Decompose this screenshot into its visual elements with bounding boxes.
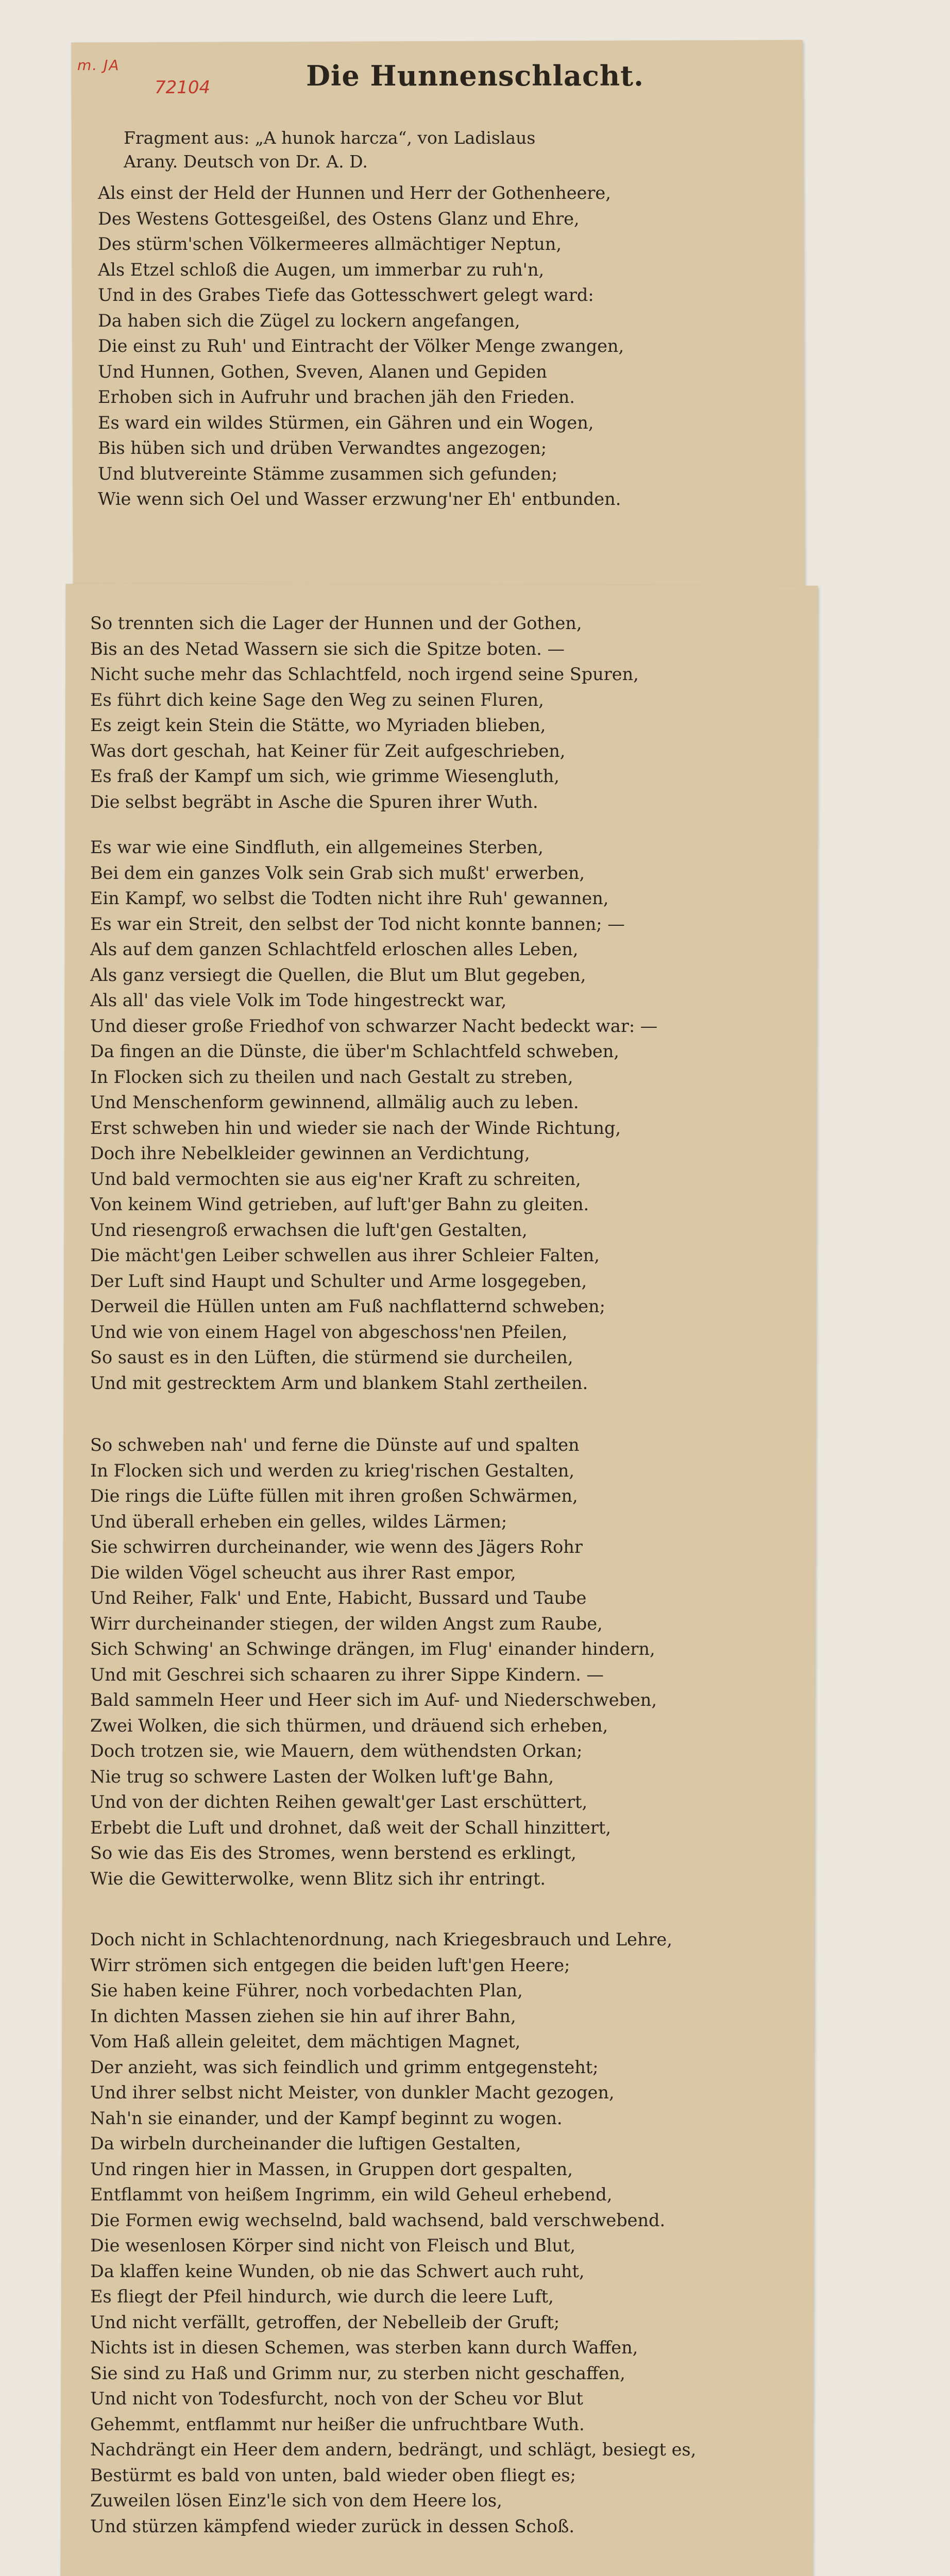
verse-line: Und von der dichten Reihen gewalt'ger Last erschüttert, bbox=[90, 1792, 588, 1812]
verse-line: Derweil die Hüllen unten am Fuß nachflatternd schweben; bbox=[90, 1296, 605, 1316]
verse-line: So saust es in den Lüften, die stürmend sie durcheilen, bbox=[90, 1347, 573, 1367]
source-note bbox=[124, 126, 535, 174]
verse-line: Bis an des Netad Wassern sie sich die Spitze boten. — bbox=[90, 638, 565, 659]
verse-line: Und mit gestrecktem Arm und blankem Stahl zertheilen. bbox=[90, 1372, 588, 1393]
verse-line: Die Formen ewig wechselnd, bald wachsend, bald verschwebend. bbox=[90, 2210, 666, 2230]
verse-line: Sie schwirren durcheinander, wie wenn des Jägers Rohr bbox=[90, 1537, 583, 1557]
verse-line: Und ihrer selbst nicht Meister, von dunkler Macht gezogen, bbox=[90, 2082, 615, 2103]
stanza-2 bbox=[90, 611, 639, 815]
verse-line: So trennten sich die Lager der Hunnen und der Gothen, bbox=[90, 613, 582, 633]
stanza-1 bbox=[98, 180, 624, 512]
verse-line: Vom Haß allein geleitet, dem mächtigen Magnet, bbox=[90, 2031, 521, 2052]
verse-line: Nah'n sie einander, und der Kampf beginnt zu wogen. bbox=[90, 2108, 563, 2128]
verse-line: Die selbst begräbt in Asche die Spuren ihrer Wuth. bbox=[90, 791, 538, 812]
verse-line: Und Menschenform gewinnend, allmälig auch zu leben. bbox=[90, 1092, 579, 1112]
verse-line: Es führt dich keine Sage den Weg zu seinen Fluren, bbox=[90, 689, 544, 710]
verse-line: Gehemmt, entflammt nur heißer die unfruchtbare Wuth. bbox=[90, 2414, 585, 2434]
verse-line: Des Westens Gottesgeißel, des Ostens Glanz und Ehre, bbox=[98, 208, 580, 229]
verse-line: Bestürmt es bald von unten, bald wieder oben fliegt es; bbox=[90, 2465, 576, 2485]
verse-line: Als einst der Held der Hunnen und Herr der Gothenheere, bbox=[98, 183, 611, 203]
verse-line: Und blutvereinte Stämme zusammen sich gefunden; bbox=[98, 463, 558, 484]
verse-line: Sie sind zu Haß und Grimm nur, zu sterben nicht geschaffen, bbox=[90, 2363, 625, 2383]
verse-line: Die wesenlosen Körper sind nicht von Fleisch und Blut, bbox=[90, 2235, 576, 2256]
verse-line: Des stürm'schen Völkermeeres allmächtiger Neptun, bbox=[98, 234, 562, 254]
verse-line: So wie das Eis des Stromes, wenn berstend es erklingt, bbox=[90, 1843, 576, 1863]
verse-line: Und überall erheben ein gelles, wildes Lärmen; bbox=[90, 1511, 507, 1532]
verse-line: Da haben sich die Zügel zu lockern angefangen, bbox=[98, 310, 520, 331]
verse-line: Erhoben sich in Aufruhr und brachen jäh den Frieden. bbox=[98, 387, 575, 407]
verse-line: Und Hunnen, Gothen, Sveven, Alanen und Gepiden bbox=[98, 361, 547, 382]
verse-line: Als ganz versiegt die Quellen, die Blut um Blut gegeben, bbox=[90, 964, 586, 985]
verse-line: Und Reiher, Falk' und Ente, Habicht, Bussard und Taube bbox=[90, 1588, 587, 1608]
verse-line: Entflammt von heißem Ingrimm, ein wild Geheul erhebend, bbox=[90, 2184, 613, 2205]
verse-line: Und wie von einem Hagel von abgeschoss'nen Pfeilen, bbox=[90, 1321, 568, 1342]
verse-line: Es zeigt kein Stein die Stätte, wo Myriaden blieben, bbox=[90, 715, 546, 735]
verse-line: Es fliegt der Pfeil hindurch, wie durch die leere Luft, bbox=[90, 2286, 554, 2307]
verse-line: In Flocken sich zu theilen und nach Gestalt zu streben, bbox=[90, 1066, 573, 1087]
verse-line: Was dort geschah, hat Keiner für Zeit aufgeschrieben, bbox=[90, 740, 566, 761]
verse-line: In dichten Massen ziehen sie hin auf ihrer Bahn, bbox=[90, 2006, 516, 2026]
verse-line: Der anzieht, was sich feindlich und grimm entgegensteht; bbox=[90, 2057, 599, 2077]
verse-line: Der Luft sind Haupt und Schulter und Arme losgegeben, bbox=[90, 1270, 587, 1291]
verse-line: Und riesengroß erwachsen die luft'gen Gestalten, bbox=[90, 1219, 528, 1240]
verse-line: Bald sammeln Heer und Heer sich im Auf- und Niederschweben, bbox=[90, 1690, 657, 1710]
verse-line: Wirr durcheinander stiegen, der wilden Angst zum Raube, bbox=[90, 1613, 603, 1634]
verse-line: Da fingen an die Dünste, die über'm Schlachtfeld schweben, bbox=[90, 1041, 619, 1061]
verse-line: Doch nicht in Schlachtenordnung, nach Kriegesbrauch und Lehre, bbox=[90, 1929, 672, 1950]
source-line: Fragment aus: „A hunok harcza“, von Ladislaus bbox=[124, 128, 536, 148]
verse-line: Wirr strömen sich entgegen die beiden luft'gen Heere; bbox=[90, 1955, 570, 1975]
verse-line: Nicht suche mehr das Schlachtfeld, noch irgend seine Spuren, bbox=[90, 664, 639, 684]
verse-line: Bei dem ein ganzes Volk sein Grab sich mußt' erwerben, bbox=[90, 862, 585, 883]
verse-line: Und dieser große Friedhof von schwarzer Nacht bedeckt war: — bbox=[90, 1015, 658, 1036]
verse-line: Die mächt'gen Leiber schwellen aus ihrer Schleier Falten, bbox=[90, 1245, 600, 1265]
verse-line: Zwei Wolken, die sich thürmen, und dräuend sich erheben, bbox=[90, 1715, 608, 1736]
verse-line: Die rings die Lüfte füllen mit ihren großen Schwärmen, bbox=[90, 1486, 578, 1506]
stanza-3 bbox=[90, 835, 657, 1396]
archive-number: 72104 bbox=[155, 77, 211, 98]
verse-line: Als auf dem ganzen Schlachtfeld erloschen alles Leben, bbox=[90, 939, 579, 959]
verse-line: Es ward ein wildes Stürmen, ein Gähren und ein Wogen, bbox=[98, 412, 594, 433]
verse-line: Und nicht verfällt, getroffen, der Nebelleib der Gruft; bbox=[90, 2312, 560, 2332]
verse-line: Nachdrängt ein Heer dem andern, bedrängt, und schlägt, besiegt es, bbox=[90, 2439, 697, 2460]
verse-line: Doch ihre Nebelkleider gewinnen an Verdichtung, bbox=[90, 1143, 530, 1163]
verse-line: Da wirbeln durcheinander die luftigen Gestalten, bbox=[90, 2133, 521, 2154]
verse-line: Doch trotzen sie, wie Mauern, dem wüthendsten Orkan; bbox=[90, 1741, 583, 1761]
poem-title: Die Hunnenschlacht. bbox=[306, 59, 644, 92]
verse-line: Sie haben keine Führer, noch vorbedachten Plan, bbox=[90, 1980, 523, 2001]
verse-line: Zuweilen lösen Einz'le sich von dem Heere los, bbox=[90, 2490, 502, 2511]
archive-signature: m. JA bbox=[77, 57, 120, 74]
verse-line: Es war wie eine Sindfluth, ein allgemeines Sterben, bbox=[90, 837, 544, 857]
verse-line: In Flocken sich und werden zu krieg'rischen Gestalten, bbox=[90, 1460, 574, 1481]
verse-line: Nichts ist in diesen Schemen, was sterben kann durch Waffen, bbox=[90, 2337, 638, 2358]
verse-line: Erst schweben hin und wieder sie nach der Winde Richtung, bbox=[90, 1117, 621, 1138]
verse-line: Von keinem Wind getrieben, auf luft'ger Bahn zu gleiten. bbox=[90, 1194, 589, 1214]
verse-line: Ein Kampf, wo selbst die Todten nicht ihre Ruh' gewannen, bbox=[90, 888, 609, 908]
verse-line: Und mit Geschrei sich schaaren zu ihrer Sippe Kindern. — bbox=[90, 1664, 604, 1685]
verse-line: Wie die Gewitterwolke, wenn Blitz sich ihr entringt. bbox=[90, 1868, 546, 1889]
verse-line: Und in des Grabes Tiefe das Gottesschwert gelegt ward: bbox=[98, 285, 594, 305]
verse-line: Es war ein Streit, den selbst der Tod nicht konnte bannen; — bbox=[90, 913, 625, 934]
verse-line: Als all' das viele Volk im Tode hingestreckt war, bbox=[90, 990, 507, 1010]
stanza-5 bbox=[90, 1927, 696, 2539]
verse-line: Als Etzel schloß die Augen, um immerbar zu ruh'n, bbox=[98, 259, 545, 280]
verse-line: Und bald vermochten sie aus eig'ner Kraft zu schreiten, bbox=[90, 1168, 581, 1189]
source-line: Arany. Deutsch von Dr. A. D. bbox=[124, 151, 368, 172]
verse-line: Wie wenn sich Oel und Wasser erzwung'ner Eh' entbunden. bbox=[98, 489, 621, 509]
verse-line: Nie trug so schwere Lasten der Wolken luft'ge Bahn, bbox=[90, 1766, 554, 1787]
verse-line: Erbebt die Luft und drohnet, daß weit der Schall hinzittert, bbox=[90, 1817, 612, 1838]
verse-line: Sich Schwing' an Schwinge drängen, im Flug' einander hindern, bbox=[90, 1639, 655, 1659]
verse-line: Die einst zu Ruh' und Eintracht der Völker Menge zwangen, bbox=[98, 336, 624, 356]
verse-line: Und ringen hier in Massen, in Gruppen dort gespalten, bbox=[90, 2159, 573, 2179]
verse-line: Da klaffen keine Wunden, ob nie das Schwert auch ruht, bbox=[90, 2261, 585, 2281]
verse-line: Es fraß der Kampf um sich, wie grimme Wiesengluth, bbox=[90, 766, 559, 786]
verse-line: Bis hüben sich und drüben Verwandtes angezogen; bbox=[98, 438, 547, 458]
stanza-4 bbox=[90, 1432, 657, 1891]
verse-line: Und nicht von Todesfurcht, noch von der Scheu vor Blut bbox=[90, 2388, 583, 2409]
verse-line: So schweben nah' und ferne die Dünste auf und spalten bbox=[90, 1435, 580, 1455]
verse-line: Und stürzen kämpfend wieder zurück in dessen Schoß. bbox=[90, 2516, 575, 2536]
verse-line: Die wilden Vögel scheucht aus ihrer Rast empor, bbox=[90, 1562, 516, 1583]
